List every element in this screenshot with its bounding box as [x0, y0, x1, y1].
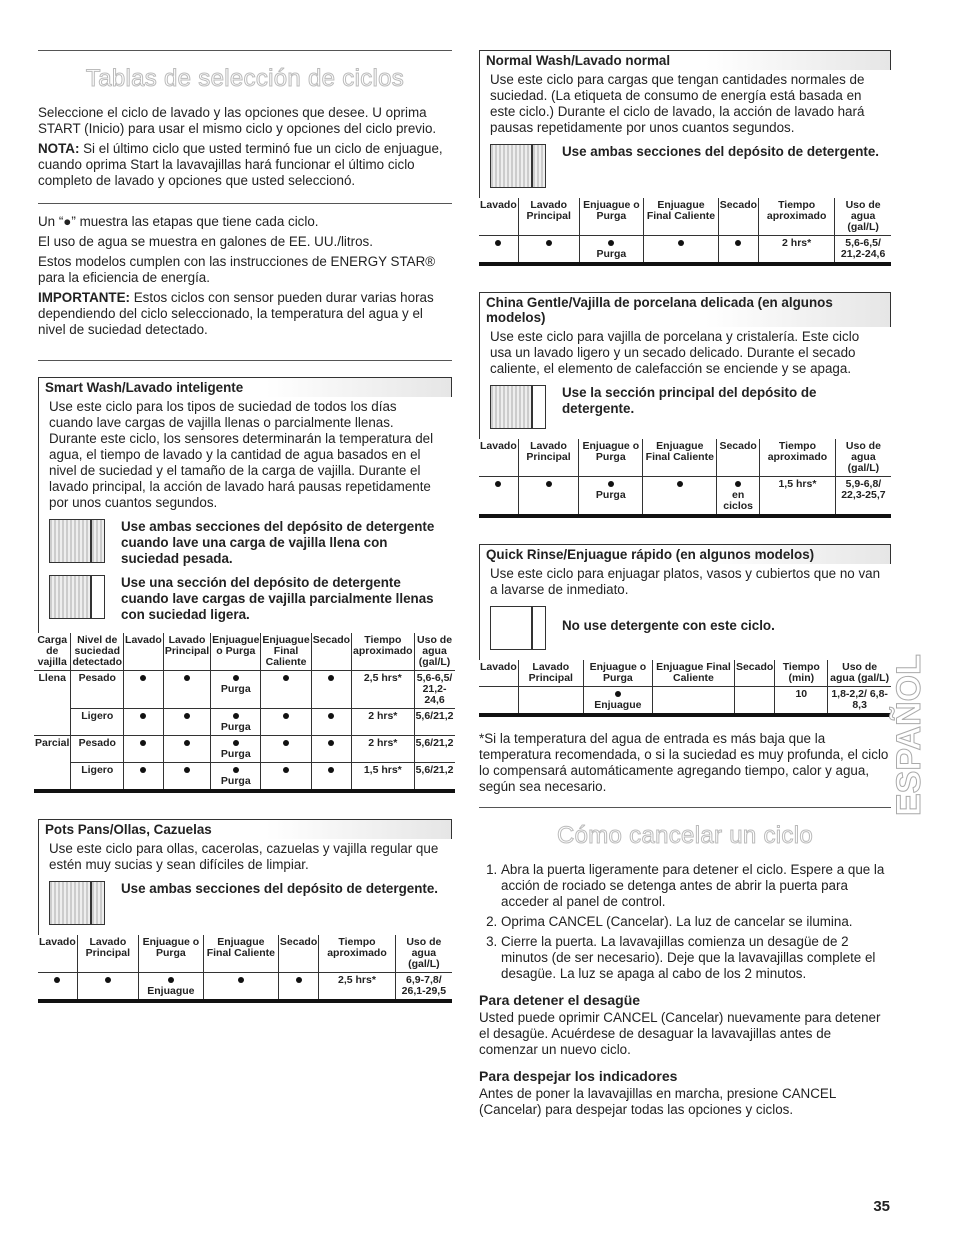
top-rule: [38, 50, 452, 51]
table-header-row: [34, 633, 455, 671]
dot-icon: [296, 977, 302, 983]
col-header: Lavado: [39, 936, 76, 948]
pots-pans-body: [38, 839, 452, 935]
dot-icon: [105, 977, 111, 983]
col-header: Lavado Principal: [77, 935, 138, 973]
energy-text: Estos modelos cumplen con las instrucciones de ENERGY STAR® para la eficiencia de energía.: [38, 254, 436, 285]
dot-icon: [54, 977, 60, 983]
detergent-note-text: Use una sección del depósito de detergente cuando lave cargas de vajilla parcialmente llenas con suciedad ligera.: [121, 575, 434, 622]
dot-icon: [735, 481, 741, 487]
quick-rinse-heading: Quick Rinse/Enjuague rápido (en algunos modelos): [479, 544, 891, 564]
cell-sub: Purga: [596, 248, 627, 260]
cell-agua: 5,6/21,2: [414, 736, 454, 763]
note-label: NOTA:: [38, 141, 80, 156]
dot-icon: [140, 740, 146, 746]
list-item: 2. Oprima CANCEL (Cancelar). La luz de cancelar se ilumina.: [501, 914, 891, 930]
cell-sub: en ciclos: [723, 489, 754, 512]
smart-wash-section: [35, 377, 454, 793]
water-text: El uso de agua se muestra en galones de EE. UU./litros.: [38, 234, 373, 249]
normal-wash-section: [479, 50, 891, 266]
detergent-note-text: No use detergente con este ciclo.: [562, 618, 775, 633]
cell-sub: Purga: [595, 489, 626, 501]
dot-icon: [184, 740, 190, 746]
cell-sub: Enjuague: [147, 985, 195, 997]
china-gentle-table: [479, 439, 891, 518]
detergent-note-text: Use ambas secciones del depósito de detergente cuando lave una carga de vajilla llena con suciedad pesada.: [121, 519, 435, 566]
cell-carga: [34, 709, 71, 736]
language-tab: ESPAÑOL: [890, 654, 928, 816]
cell-agua: 1,8-2,2/ 6,8-8,3: [828, 687, 891, 716]
important-text: Estos ciclos con sensor pueden durar varias horas dependiendo del ciclo seleccionado, la temperatura del agua y el nivel de suciedad detectado.: [38, 290, 434, 337]
dot-icon: [678, 240, 684, 246]
dot-icon: [615, 691, 621, 697]
dispenser-both-icon: [49, 881, 105, 925]
cell-carga: [34, 763, 71, 792]
col-header: Lavado Principal: [518, 660, 583, 687]
cell-agua: 5,6/21,2: [414, 763, 454, 792]
page-number: 35: [873, 1198, 890, 1215]
col-header: Lavado: [480, 661, 517, 673]
pots-pans-table: [38, 935, 452, 1003]
drain-text: Usted puede oprimir CANCEL (Cancelar) nuevamente para detener el desagüe. Acuérdese de desaguar la lavavajillas antes de comenzar un nuevo ciclo.: [479, 1010, 881, 1057]
divider: [38, 203, 452, 204]
table-row: [479, 687, 891, 716]
col-header: Enjuague Final Caliente: [652, 660, 734, 687]
cell-tiempo: 2 hrs*: [352, 736, 415, 763]
col-header: Uso de agua (gal/L): [835, 439, 891, 477]
quick-rinse-description: Use este ciclo para enjuagar platos, vasos y cubiertos que no van a lavarse de inmediato.: [490, 566, 881, 597]
dot-icon: [233, 767, 239, 773]
col-header: Uso de agua (gal/L): [828, 660, 891, 687]
dot-icon: [140, 675, 146, 681]
col-header: Enjuague o Purga: [579, 439, 643, 477]
pots-pans-heading: Pots Pans/Ollas, Cazuelas: [38, 819, 452, 839]
table-row: [34, 709, 455, 736]
col-header: Secado: [718, 198, 758, 236]
cell-agua: 5,6/21,2: [414, 709, 454, 736]
table-header-row: [38, 935, 452, 973]
normal-wash-body: [479, 70, 891, 198]
dot-icon: [328, 713, 334, 719]
col-header: Enjuague Final Caliente: [203, 935, 278, 973]
quick-rinse-body: [479, 564, 891, 660]
col-header: Tiempo aproximado: [319, 935, 395, 973]
dot-icon: [677, 481, 683, 487]
right-column: [479, 50, 891, 1122]
dispenser-empty-icon: [490, 606, 546, 650]
section-title: Tablas de selección de ciclos: [85, 65, 405, 92]
col-header: Lavado Principal: [163, 633, 210, 671]
dot-icon: [184, 767, 190, 773]
left-column: [35, 50, 454, 1003]
col-header: Lavado Principal: [518, 198, 579, 236]
col-header: Tiempo aproximado: [759, 198, 835, 236]
col-header: Carga de vajilla: [37, 634, 68, 668]
normal-wash-table: [479, 198, 891, 266]
col-header: Enjuague o Purga: [579, 198, 644, 236]
detergent-note: [490, 606, 883, 650]
col-header: Lavado Principal: [518, 439, 578, 477]
smart-wash-heading: Smart Wash/Lavado inteligente: [38, 377, 452, 397]
col-header: Tiempo (min): [775, 660, 828, 687]
cell-sub: Purga: [220, 748, 251, 760]
smart-wash-body: [38, 397, 452, 633]
dot-icon: [328, 675, 334, 681]
detergent-note: [49, 519, 444, 567]
col-header: Secado: [734, 660, 774, 687]
detergent-note-text: Use la sección principal del depósito de detergente.: [562, 385, 817, 416]
cell-sub: Enjuague: [594, 699, 642, 711]
dot-icon: [546, 240, 552, 246]
dot-icon: [495, 240, 501, 246]
dispenser-main-icon: [49, 575, 105, 619]
cell-agua: 6,9-7,8/ 26,1-29,5: [395, 973, 452, 1002]
divider: [479, 807, 891, 808]
dot-icon: [328, 740, 334, 746]
col-header: Secado: [278, 935, 318, 973]
col-header: Tiempo aproximado: [760, 439, 836, 477]
smart-wash-table: [34, 633, 455, 793]
cell-tiempo: 2,5 hrs*: [319, 973, 395, 1002]
detergent-note: [490, 144, 883, 188]
table-row: [34, 671, 455, 709]
detergent-note: [490, 385, 883, 429]
dot-icon: [283, 675, 289, 681]
dot-icon: [283, 740, 289, 746]
dispenser-main-icon: [490, 385, 546, 429]
col-header: Enjuague Final Caliente: [644, 198, 719, 236]
china-gentle-heading: China Gentle/Vajilla de porcelana delicada (en algunos modelos): [479, 292, 891, 327]
table-header-row: [479, 660, 891, 687]
col-header: Secado: [717, 439, 760, 477]
cell-agua: 5,9-6,8/ 22,3-25,7: [835, 477, 891, 517]
drain-heading: Para detener el desagüe: [479, 992, 641, 1008]
clear-text: Antes de poner la lavavajillas en marcha, presione CANCEL (Cancelar) para despejar todas las opciones y ciclos.: [479, 1086, 836, 1117]
cell-sub: Purga: [220, 683, 251, 695]
quick-rinse-section: [479, 544, 891, 717]
quick-rinse-table: [479, 660, 891, 717]
china-gentle-body: [479, 327, 891, 439]
cell-sub: Purga: [220, 721, 251, 733]
list-item: 3. Cierre la puerta. La lavavajillas comienza un desagüe de 2 minutos (de ser necesario). Deje que la lavavajillas complete el desagüe. La luz se apaga al cabo de los 2 minutos.: [501, 934, 891, 982]
table-header-row: [479, 198, 891, 236]
cell-tiempo: 1,5 hrs*: [352, 763, 415, 792]
china-gentle-section: [479, 292, 891, 518]
detergent-note: [49, 881, 444, 925]
cell-nivel: Ligero: [71, 709, 124, 736]
detergent-note-text: Use ambas secciones del depósito de detergente.: [121, 881, 439, 896]
note-text: Si el último ciclo que usted terminó fue un ciclo de enjuague, cuando oprima Start la lavavajillas hará funcionar el último ciclo completo de lavado y opciones que usted seleccionó.: [38, 141, 443, 188]
dot-icon: [328, 767, 334, 773]
table-row: [479, 236, 891, 265]
cell-nivel: Pesado: [71, 671, 124, 709]
detergent-note-text: Use ambas secciones del depósito de detergente.: [562, 144, 880, 159]
clear-heading: Para despejar los indicadores: [479, 1068, 678, 1084]
dot-icon: [238, 977, 244, 983]
col-header: Enjuague Final Caliente: [643, 439, 717, 477]
col-header: Uso de agua (gal/L): [395, 935, 452, 973]
col-header: Nivel de suciedad detectado: [71, 633, 124, 671]
dot-icon: [735, 240, 741, 246]
dot-icon: [140, 767, 146, 773]
col-header: Tiempo aproximado: [352, 633, 415, 671]
cell-tiempo: 1,5 hrs*: [760, 477, 836, 517]
col-header: Secado: [311, 633, 351, 671]
dot-icon: [184, 713, 190, 719]
detergent-note: [49, 575, 444, 623]
dot-icon: [168, 977, 174, 983]
table-header-row: [479, 439, 891, 477]
dot-icon: [608, 240, 614, 246]
note-paragraph: [38, 141, 452, 189]
important-paragraph: [38, 290, 452, 338]
dot-icon: [495, 481, 501, 487]
dispenser-both-icon: [490, 144, 546, 188]
important-label: IMPORTANTE:: [38, 290, 130, 305]
dot-icon: [546, 481, 552, 487]
table-row: [38, 973, 452, 1002]
dot-icon: [184, 675, 190, 681]
col-header: Enjuague o Purga: [138, 935, 203, 973]
dot-icon: [608, 481, 614, 487]
cell-carga: Parcial: [34, 736, 71, 763]
col-header: Uso de agua (gal/L): [835, 198, 891, 236]
pots-pans-section: [38, 819, 452, 1003]
table-row: [479, 477, 891, 517]
cell-nivel: Pesado: [71, 736, 124, 763]
cancel-section-title: Cómo cancelar un ciclo: [556, 822, 814, 849]
col-header: Lavado: [480, 199, 517, 211]
china-gentle-description: Use este ciclo para vajilla de porcelana y cristalería. Este ciclo usa un lavado ligero y un secado delicado. Durante el secado caliente, el elemento de calefacción se enciende y se apaga.: [490, 329, 860, 376]
col-header: Lavado: [480, 440, 517, 452]
cancel-steps: [479, 862, 891, 982]
col-header: Enjuague o Purga: [583, 660, 652, 687]
cell-tiempo: 2,5 hrs*: [352, 671, 415, 709]
dot-icon: [233, 675, 239, 681]
intro-text: Seleccione el ciclo de lavado y las opciones que desee. U oprima START (Inicio) para usar el mismo ciclo y opciones del ciclo previo.: [38, 105, 437, 136]
normal-wash-heading: Normal Wash/Lavado normal: [479, 50, 891, 70]
table-row: [34, 763, 455, 792]
dot-icon: [283, 713, 289, 719]
dot-icon: [283, 767, 289, 773]
col-header: Lavado: [124, 633, 164, 671]
col-header: Enjuague o Purga: [211, 633, 261, 671]
normal-wash-description: Use este ciclo para cargas que tengan cantidades normales de suciedad. (La etiqueta de consumo de energía está basada en este ciclo.) Durante el ciclo de lavado, la acción de lavado hará pausas repetidamente por unos cuantos segundos.: [490, 72, 865, 135]
legend-text: Un “●” muestra las etapas que tiene cada ciclo.: [38, 214, 319, 229]
cell-tiempo: 2 hrs*: [759, 236, 835, 265]
dot-icon: [233, 740, 239, 746]
col-header: Uso de agua (gal/L): [414, 633, 454, 671]
dot-icon: [233, 713, 239, 719]
cell-agua: 5,6-6,5/ 21,2-24,6: [414, 671, 454, 709]
cell-nivel: Ligero: [71, 763, 124, 792]
list-item: 1. Abra la puerta ligeramente para detener el ciclo. Espere a que la acción de rociado se detenga antes de abrir la puerta para acceder al panel de control.: [501, 862, 891, 910]
smart-wash-description: Use este ciclo para los tipos de suciedad de todos los días cuando lave cargas de vajilla llenas o parcialmente llenas. Durante este ciclo, los sensores determinarán la temperatura del agua, el tiempo de lavado y la cantidad de agua basados en el nivel de suciedad y el tamaño de la carga de vajilla. Durante el lavado principal, la acción de lavado hará pausas repetidamente por unos cuantos segundos.: [49, 399, 434, 510]
cell-tiempo: 2 hrs*: [352, 709, 415, 736]
cell-tiempo: 10: [775, 687, 828, 716]
col-header: Enjuague Final Caliente: [261, 633, 311, 671]
dot-icon: [140, 713, 146, 719]
cell-sub: Purga: [220, 775, 251, 787]
cell-carga: Llena: [34, 671, 71, 709]
divider: [38, 360, 452, 361]
pots-pans-description: Use este ciclo para ollas, cacerolas, cazuelas y vajilla regular que estén muy sucias y sean difíciles de limpiar.: [49, 841, 439, 872]
cell-agua: 5,6-6,5/ 21,2-24,6: [835, 236, 891, 265]
dispenser-both-icon: [49, 519, 105, 563]
table-row: [34, 736, 455, 763]
footnote: *Si la temperatura del agua de entrada es más baja que la temperatura recomendada, o si la suciedad es muy profunda, el ciclo lo compensará automáticamente agregando tiempo, calor y agua, según sea necesario.: [479, 731, 889, 794]
